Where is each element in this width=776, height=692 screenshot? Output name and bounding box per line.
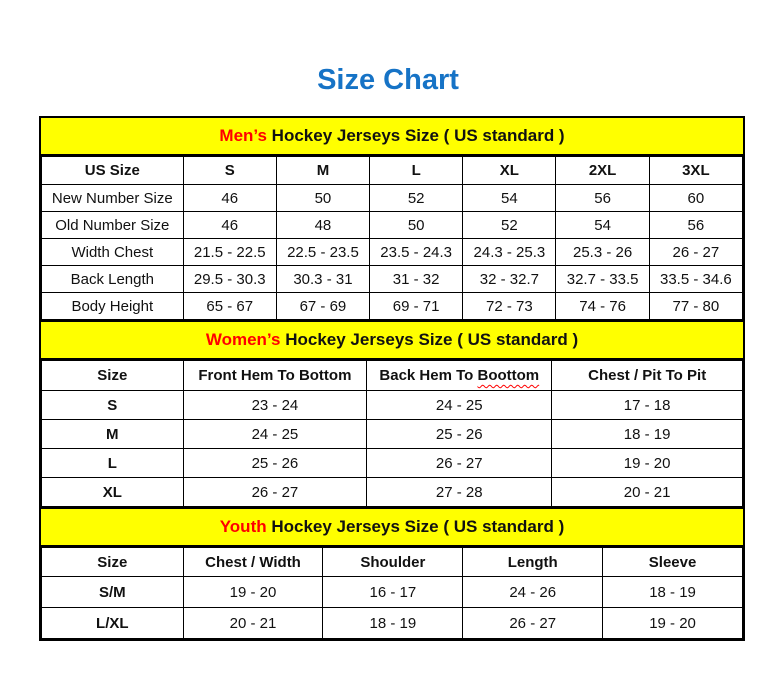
mens-section-highlight: Men’s bbox=[219, 126, 267, 145]
column-header bbox=[367, 361, 552, 391]
cell: 74 - 76 bbox=[556, 293, 649, 320]
cell: 20 - 21 bbox=[183, 608, 323, 639]
row-label: Old Number Size bbox=[42, 212, 184, 239]
table-row bbox=[42, 293, 743, 320]
youth-section-title-rest: Hockey Jerseys Size ( US standard ) bbox=[266, 517, 565, 536]
cell: 46 bbox=[183, 212, 276, 239]
cell: 72 - 73 bbox=[463, 293, 556, 320]
table-row bbox=[42, 185, 743, 212]
row-label: New Number Size bbox=[42, 185, 184, 212]
womens-header-row bbox=[42, 361, 743, 391]
table-row bbox=[42, 478, 743, 507]
cell: 56 bbox=[649, 212, 742, 239]
column-header: M bbox=[276, 157, 369, 185]
row-label: L bbox=[42, 449, 184, 478]
column-header: Size bbox=[42, 361, 184, 391]
row-label: S/M bbox=[42, 577, 184, 608]
youth-size-table bbox=[41, 547, 743, 639]
row-label: L/XL bbox=[42, 608, 184, 639]
cell: 24.3 - 25.3 bbox=[463, 239, 556, 266]
cell: 18 - 19 bbox=[323, 608, 463, 639]
table-row bbox=[42, 239, 743, 266]
cell: 60 bbox=[649, 185, 742, 212]
column-header: Shoulder bbox=[323, 548, 463, 577]
row-label: M bbox=[42, 420, 184, 449]
cell: 54 bbox=[463, 185, 556, 212]
row-label: Body Height bbox=[42, 293, 184, 320]
table-row bbox=[42, 449, 743, 478]
cell: 24 - 26 bbox=[463, 577, 603, 608]
column-header: Chest / Pit To Pit bbox=[552, 361, 743, 391]
cell: 25 - 26 bbox=[183, 449, 367, 478]
cell: 65 - 67 bbox=[183, 293, 276, 320]
cell: 19 - 20 bbox=[603, 608, 743, 639]
column-header: S bbox=[183, 157, 276, 185]
cell: 16 - 17 bbox=[323, 577, 463, 608]
cell: 23.5 - 24.3 bbox=[370, 239, 463, 266]
table-row bbox=[42, 608, 743, 639]
cell: 50 bbox=[276, 185, 369, 212]
womens-section-title-rest: Hockey Jerseys Size ( US standard ) bbox=[280, 330, 579, 349]
column-header: Sleeve bbox=[603, 548, 743, 577]
youth-section-highlight: Youth bbox=[219, 517, 267, 536]
mens-section-title-rest: Hockey Jerseys Size ( US standard ) bbox=[266, 126, 565, 145]
cell: 54 bbox=[556, 212, 649, 239]
cell: 18 - 19 bbox=[603, 577, 743, 608]
misspelled-word: Boottom bbox=[477, 367, 540, 384]
cell: 19 - 20 bbox=[183, 577, 323, 608]
cell: 77 - 80 bbox=[649, 293, 742, 320]
cell: 26 - 27 bbox=[367, 449, 552, 478]
table-row bbox=[42, 420, 743, 449]
womens-section-header bbox=[41, 320, 743, 360]
page-title: Size Chart bbox=[317, 64, 459, 96]
cell: 33.5 - 34.6 bbox=[649, 266, 742, 293]
size-chart-container bbox=[39, 116, 745, 641]
column-header: Chest / Width bbox=[183, 548, 323, 577]
cell: 24 - 25 bbox=[367, 391, 552, 420]
youth-section-header bbox=[41, 507, 743, 547]
womens-size-table bbox=[41, 360, 743, 507]
cell: 19 - 20 bbox=[552, 449, 743, 478]
cell: 26 - 27 bbox=[649, 239, 742, 266]
mens-section-header bbox=[41, 118, 743, 156]
cell: 23 - 24 bbox=[183, 391, 367, 420]
cell: 25.3 - 26 bbox=[556, 239, 649, 266]
cell: 25 - 26 bbox=[367, 420, 552, 449]
cell: 52 bbox=[370, 185, 463, 212]
mens-size-table bbox=[41, 156, 743, 320]
column-header: XL bbox=[463, 157, 556, 185]
cell: 31 - 32 bbox=[370, 266, 463, 293]
column-header: Length bbox=[463, 548, 603, 577]
cell: 26 - 27 bbox=[463, 608, 603, 639]
table-row bbox=[42, 212, 743, 239]
cell: 30.3 - 31 bbox=[276, 266, 369, 293]
cell: 24 - 25 bbox=[183, 420, 367, 449]
row-label: XL bbox=[42, 478, 184, 507]
mens-header-row bbox=[42, 157, 743, 185]
cell: 48 bbox=[276, 212, 369, 239]
table-row bbox=[42, 391, 743, 420]
cell: 18 - 19 bbox=[552, 420, 743, 449]
row-label: Width Chest bbox=[42, 239, 184, 266]
womens-section-highlight: Women’s bbox=[205, 330, 281, 349]
column-header: 2XL bbox=[556, 157, 649, 185]
cell: 17 - 18 bbox=[552, 391, 743, 420]
cell: 32 - 32.7 bbox=[463, 266, 556, 293]
cell: 32.7 - 33.5 bbox=[556, 266, 649, 293]
column-header: Front Hem To Bottom bbox=[183, 361, 367, 391]
cell: 26 - 27 bbox=[183, 478, 367, 507]
cell: 22.5 - 23.5 bbox=[276, 239, 369, 266]
column-header: L bbox=[370, 157, 463, 185]
cell: 21.5 - 22.5 bbox=[183, 239, 276, 266]
column-header-text: Back Hem To bbox=[379, 367, 478, 384]
cell: 52 bbox=[463, 212, 556, 239]
cell: 20 - 21 bbox=[552, 478, 743, 507]
cell: 46 bbox=[183, 185, 276, 212]
cell: 69 - 71 bbox=[370, 293, 463, 320]
column-header: 3XL bbox=[649, 157, 742, 185]
cell: 50 bbox=[370, 212, 463, 239]
cell: 27 - 28 bbox=[367, 478, 552, 507]
table-row bbox=[42, 577, 743, 608]
row-label: S bbox=[42, 391, 184, 420]
row-label: Back Length bbox=[42, 266, 184, 293]
cell: 67 - 69 bbox=[276, 293, 369, 320]
table-row bbox=[42, 266, 743, 293]
youth-header-row bbox=[42, 548, 743, 577]
cell: 29.5 - 30.3 bbox=[183, 266, 276, 293]
cell: 56 bbox=[556, 185, 649, 212]
column-header: Size bbox=[42, 548, 184, 577]
column-header: US Size bbox=[42, 157, 184, 185]
